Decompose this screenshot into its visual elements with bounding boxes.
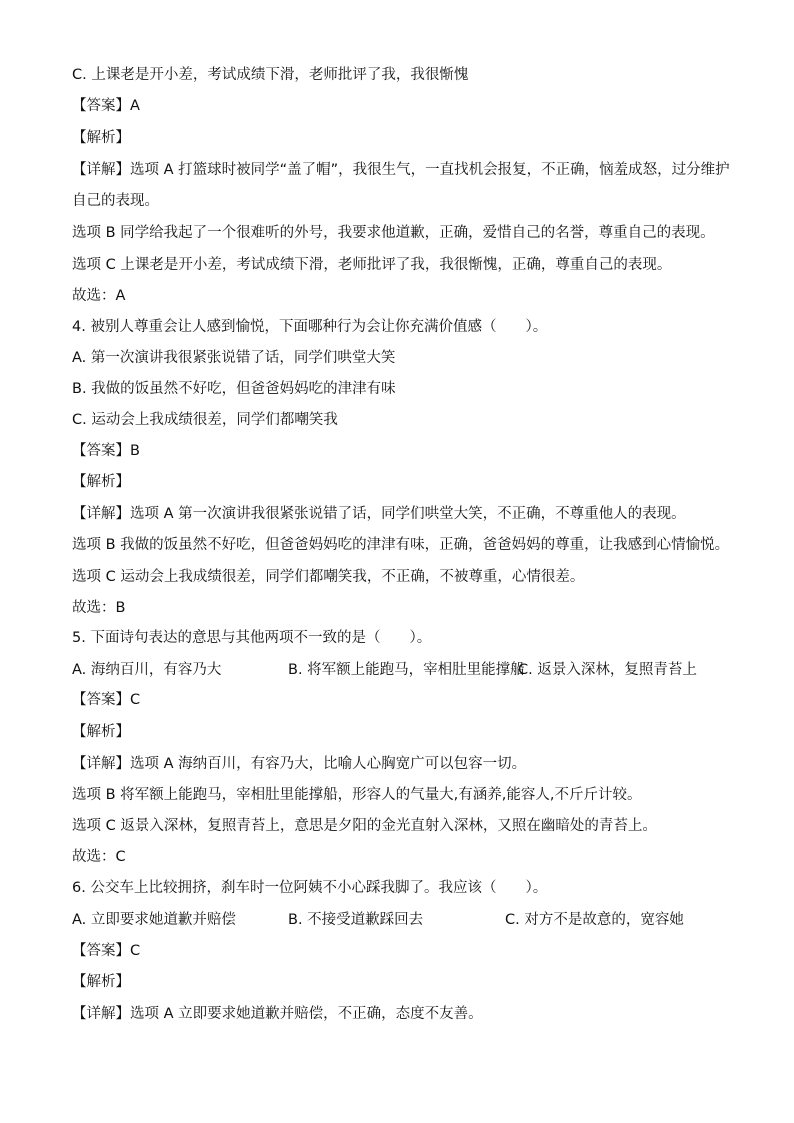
explanation-line: 【详解】选项 A 第一次演讲我很紧张说错了话，同学们哄堂大笑，不正确，不尊重他人的表现。 [72,506,686,522]
explanation-line: 【详解】选项 A 海纳百川，有容乃大，比喻人心胸宽广可以包容一切。 [72,756,527,772]
question-4-option-c: C. 运动会上我成绩很差，同学们都嘲笑我 [72,412,338,428]
explanation-line: 选项 C 上课老是开小差，考试成绩下滑，老师批评了我，我很惭愧，正确，尊重自己的表现。 [72,257,672,273]
question-5-option-c: C. 返景入深林，复照青苔上 [518,662,697,678]
answer-label: 【答案】B [72,443,140,459]
explanation-line: 选项 B 我做的饭虽然不好吃，但爸爸妈妈吃的津津有味，正确，爸爸妈妈的尊重，让我感到心情愉悦。 [72,537,730,553]
analysis-label: 【解析】 [72,724,130,740]
explanation-line: 选项 C 返景入深林，复照青苔上，意思是夕阳的金光直射入深林，又照在幽暗处的青苔上。 [72,818,657,834]
analysis-label: 【解析】 [72,474,130,490]
answer-label: 【答案】A [72,98,140,114]
explanation-line: 选项 C 运动会上我成绩很差，同学们都嘲笑我，不正确，不被尊重，心情很差。 [72,569,585,585]
question-4-option-b: B. 我做的饭虽然不好吃，但爸爸妈妈吃的津津有味 [72,381,396,397]
conclusion: 故选：A [72,288,126,304]
answer-label: 【答案】C [72,943,141,959]
question-5-option-b: B. 将军额上能跑马，宰相肚里能撑船 [288,662,525,678]
conclusion: 故选：B [72,600,126,616]
question-6-option-a: A. 立即要求她道歉并赔偿 [72,912,236,928]
question-6-option-b: B. 不接受道歉踩回去 [288,912,424,928]
analysis-label: 【解析】 [72,130,130,146]
question-6-stem: 6. 公交车上比较拥挤，刹车时一位阿姨不小心踩我脚了。我应该（ ）。 [72,880,548,896]
explanation-line: 【详解】选项 A 立即要求她道歉并赔偿，不正确，态度不友善。 [72,1006,483,1022]
question-4-option-a: A. 第一次演讲我很紧张说错了话，同学们哄堂大笑 [72,350,396,366]
explanation-line: 【详解】选项 A 打篮球时被同学“盖了帽”，我很生气，一直找机会报复，不正确，恼羞成怒，过分维护 [72,162,730,178]
question-6-option-c: C. 对方不是故意的，宽容她 [505,912,684,928]
explanation-line: 自己的表现。 [72,193,159,209]
question-3-option-c: C. 上课老是开小差，考试成绩下滑，老师批评了我，我很惭愧 [72,67,469,83]
question-5-stem: 5. 下面诗句表达的意思与其他两项不一致的是（ ）。 [72,630,432,646]
question-4-stem: 4. 被别人尊重会让人感到愉悦，下面哪种行为会让你充满价值感（ ）。 [72,319,548,335]
analysis-label: 【解析】 [72,974,130,990]
explanation-line: 选项 B 将军额上能跑马，宰相肚里能撑船，形容人的气量大,有涵养,能容人,不斤斤计较。 [72,787,642,803]
conclusion: 故选：C [72,849,126,865]
answer-label: 【答案】C [72,692,141,708]
explanation-line: 选项 B 同学给我起了一个很难听的外号，我要求他道歉，正确，爱惜自己的名誉，尊重自己的表现。 [72,225,715,241]
question-5-option-a: A. 海纳百川，有容乃大 [72,662,222,678]
